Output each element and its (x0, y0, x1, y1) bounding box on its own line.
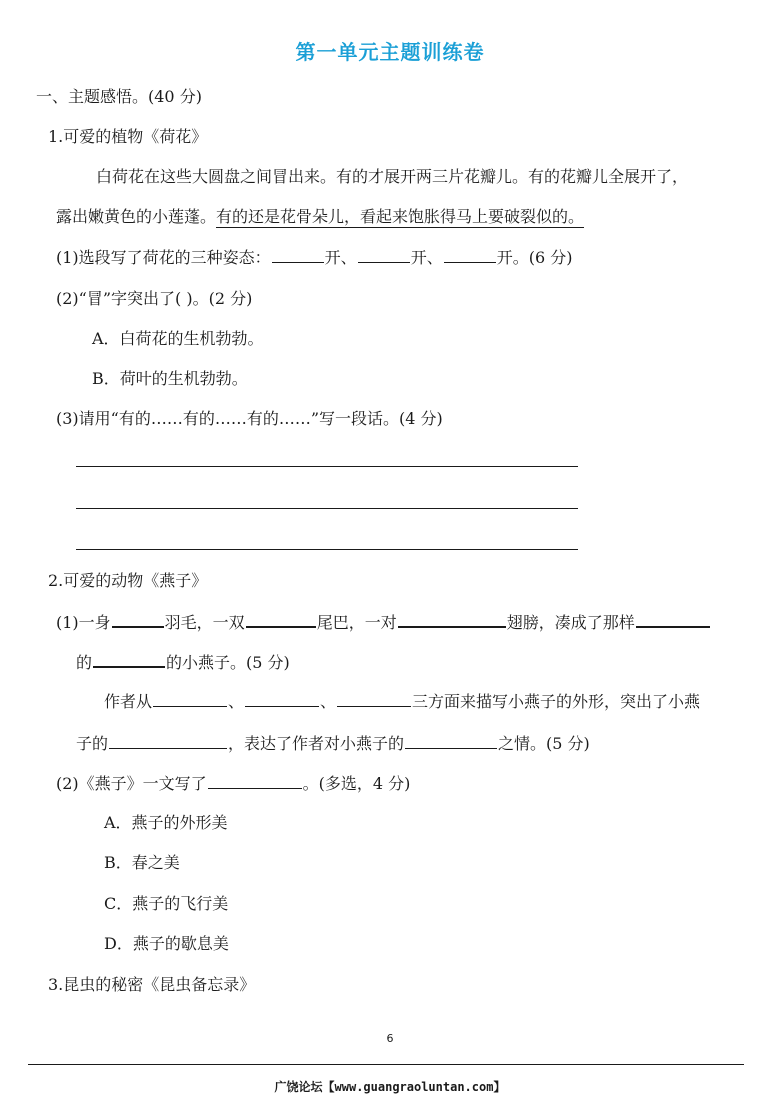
question-2-label: 2.可爱的动物《燕子》 (48, 571, 208, 590)
answer-blank[interactable] (398, 610, 506, 628)
passage-underlined-text: 有的还是花骨朵儿，看起来饱胀得马上要破裂似的。 (216, 207, 585, 226)
q2-text: 、 (320, 692, 337, 711)
answer-blank[interactable] (245, 690, 319, 707)
q2-text: 三方面来描写小燕子的外形，突出了小燕 (412, 692, 701, 711)
section-heading: 一、主题感悟。(40 分) (36, 87, 202, 106)
answer-blank[interactable] (246, 610, 316, 628)
q1-option-b[interactable]: B．荷叶的生机勃勃。 (92, 369, 248, 388)
q2-text: 的 (76, 653, 93, 672)
answer-blank[interactable] (109, 732, 227, 749)
answer-blank[interactable] (444, 246, 496, 263)
answer-blank[interactable] (272, 246, 324, 263)
q2-text: 翅膀，凑成了那样 (506, 613, 635, 632)
q2-text: ，表达了作者对小燕子的 (228, 734, 405, 753)
question-3-label: 3.昆虫的秘密《昆虫备忘录》 (48, 975, 256, 994)
answer-blank[interactable] (112, 610, 164, 628)
passage-line-1: 白荷花在这些大圆盘之间冒出来。有的才展开两三片花瓣儿。有的花瓣儿全展开了， (96, 167, 689, 186)
q2-text: 羽毛，一双 (164, 613, 245, 632)
q2-option-b[interactable]: B．春之美 (104, 853, 180, 872)
q2-text: 之情。(5 分) (498, 734, 590, 753)
answer-line[interactable] (76, 466, 578, 467)
q2-sub1-line4 (76, 732, 590, 755)
q1-sub2: (2)“冒”字突出了( )。(2 分) (56, 289, 253, 308)
answer-blank[interactable] (208, 772, 302, 789)
footer-site[interactable]: 广饶论坛【www.guangraoluntan.com】 (274, 1080, 506, 1094)
q1-sub1 (56, 246, 572, 269)
question-1-label: 1.可爱的植物《荷花》 (48, 127, 208, 146)
passage-plain-text: 露出嫩黄色的小莲蓬。 (56, 207, 217, 226)
q2-text: 。(多选，4 分) (302, 774, 411, 793)
q1-sub1-prompt: (1)选段写了荷花的三种姿态： (56, 248, 271, 267)
q1-option-a[interactable]: A．白荷花的生机勃勃。 (92, 329, 264, 348)
q2-option-c[interactable]: C．燕子的飞行美 (104, 894, 229, 913)
q2-text: (1)一身 (56, 613, 111, 632)
page-title: 第一单元主题训练卷 (295, 40, 485, 64)
answer-blank[interactable] (93, 650, 165, 668)
q2-text: 、 (228, 692, 245, 711)
q2-sub2 (56, 772, 410, 795)
q2-option-d[interactable]: D．燕子的歇息美 (104, 934, 229, 953)
q2-text: 的小燕子。(5 分) (166, 653, 290, 672)
q2-text: (2)《燕子》一文写了 (56, 774, 207, 793)
answer-blank[interactable] (337, 690, 411, 707)
answer-blank[interactable] (358, 246, 410, 263)
q2-sub1-line1 (56, 610, 711, 634)
footer-divider (28, 1064, 744, 1065)
passage-line-2 (56, 206, 584, 228)
q2-sub1-line2 (76, 650, 290, 674)
answer-line[interactable] (76, 508, 578, 509)
q2-option-a[interactable]: A．燕子的外形美 (104, 813, 228, 832)
q2-text: 作者从 (104, 692, 153, 711)
q1-sub1-text: 开。(6 分) (496, 248, 573, 267)
q2-text: 尾巴，一对 (316, 613, 397, 632)
q1-sub1-text: 开、 (324, 248, 357, 267)
q2-sub1-line3 (104, 690, 700, 713)
page-number: 6 (386, 1032, 394, 1045)
answer-blank[interactable] (153, 690, 227, 707)
answer-blank[interactable] (636, 610, 710, 628)
q2-text: 子的 (76, 734, 109, 753)
q1-sub1-text: 开、 (410, 248, 443, 267)
answer-blank[interactable] (405, 732, 497, 749)
q1-sub3: (3)请用“有的……有的……有的……”写一段话。(4 分) (56, 409, 443, 428)
answer-line[interactable] (76, 549, 578, 550)
